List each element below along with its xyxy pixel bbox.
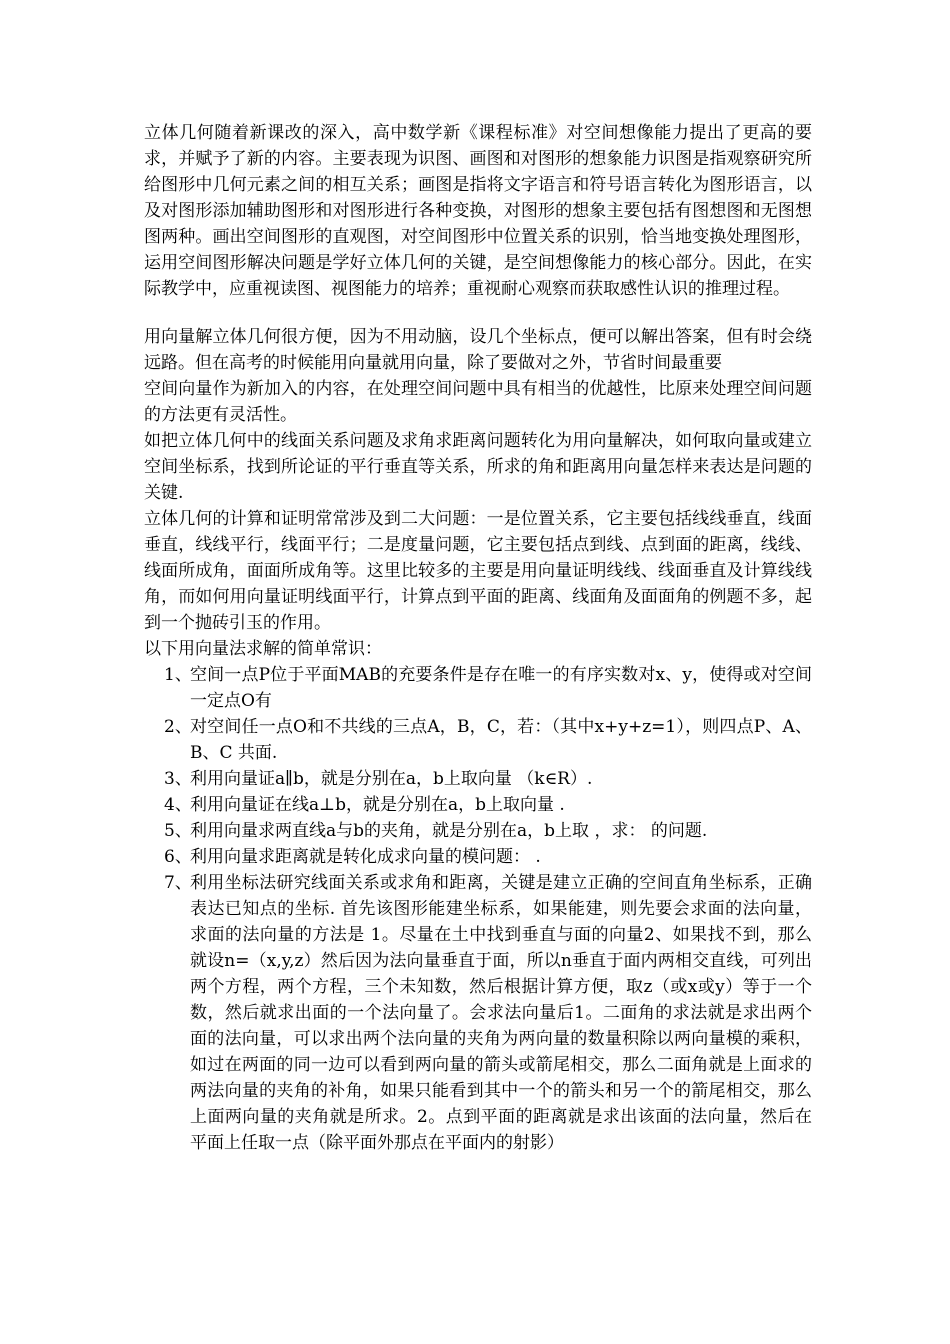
knowledge-list	[144, 662, 812, 1156]
document-body	[144, 120, 812, 1156]
list-item-number: 2、	[164, 717, 192, 737]
paragraph-two-problems: 立体几何的计算和证明常常涉及到二大问题：一是位置关系，它主要包括线线垂直，线面垂直，线线平行，线面平行；二是度量问题，它主要包括点到线、点到面的距离，线线、线面所成角，面面所成角等。这里比较多的主要是用向量证明线线、线面垂直及计算线线角，而如何用向量证明线面平行，计算点到平面的距离、线面角及面面角的例题不多，起到一个抛砖引玉的作用。	[144, 509, 812, 633]
list-item	[144, 792, 812, 818]
list-item-number: 1、	[164, 665, 192, 685]
list-item-number: 6、	[164, 847, 192, 867]
paragraph-line-plane: 如把立体几何中的线面关系问题及求角求距离问题转化为用向量解决，如何取向量或建立空间坐标系，找到所论证的平行垂直等关系，所求的角和距离用向量怎样来表达是问题的关键.	[144, 431, 812, 503]
paragraph-space-vector: 空间向量作为新加入的内容，在处理空间问题中具有相当的优越性，比原来处理空间问题的方法更有灵活性。	[144, 379, 812, 425]
paragraph-gap	[144, 302, 812, 324]
list-item	[144, 662, 812, 714]
list-item-text: 利用向量求两直线a与b的夹角，就是分别在a，b上取 ，求： 的问题.	[190, 821, 708, 841]
list-item-text: 利用向量证a∥b，就是分别在a，b上取向量 （k∈R）.	[190, 769, 593, 789]
list-item-text: 利用向量证在线a⊥b，就是分别在a，b上取向量 .	[190, 795, 565, 815]
paragraph-intro-geometry: 立体几何随着新课改的深入，高中数学新《课程标准》对空间想像能力提出了更高的要求，并赋予了新的内容。主要表现为识图、画图和对图形的想象能力识图是指观察研究所给图形中几何元素之间的相互关系；画图是指将文字语言和符号语言转化为图形语言，以及对图形添加辅助图形和对图形进行各种变换，对图形的想象主要包括有图想图和无图想图两种。画出空间图形的直观图，对空间图形中位置关系的识别，恰当地变换处理图形，运用空间图形解决问题是学好立体几何的关键，是空间想像能力的核心部分。因此，在实际教学中，应重视读图、视图能力的培养；重视耐心观察而获取感性认识的推理过程。	[144, 123, 812, 299]
list-item-number: 3、	[164, 769, 192, 789]
list-item-text: 空间一点P位于平面MAB的充要条件是存在唯一的有序实数对x、y，使得或对空间一定点O有	[190, 665, 812, 711]
list-item	[144, 766, 812, 792]
list-item-number: 4、	[164, 795, 192, 815]
list-item-text: 利用向量求距离就是转化成求向量的模问题： .	[190, 847, 541, 867]
list-item-text: 利用坐标法研究线面关系或求角和距离，关键是建立正确的空间直角坐标系，正确表达已知点的坐标. 首先该图形能建坐标系，如果能建，则先要会求面的法向量，求面的法向量的方法是 1。尽量在土中找到垂直与面的向量2、如果找不到，那么就设n=（x,y,z）然后因为法向量垂直于面，所以n垂直于面内两相交直线，可列出两个方程，两个方程，三个未知数，然后根据计算方便，取z（或x或y）等于一个数，然后就求出面的一个法向量了。会求法向量后1。二面角的求法就是求出两个面的法向量，可以求出两个法向量的夹角为两向量的数量积除以两向量模的乘积，如过在两面的同一边可以看到两向量的箭头或箭尾相交，那么二面角就是上面求的两法向量的夹角的补角，如果只能看到其中一个的箭头和另一个的箭尾相交，那么上面两向量的夹角就是所求。2。点到平面的距离就是求出该面的法向量，然后在平面上任取一点（除平面外那点在平面内的射影）	[190, 873, 812, 1153]
list-item	[144, 870, 812, 1156]
list-intro: 以下用向量法求解的简单常识：	[144, 639, 382, 659]
list-item	[144, 818, 812, 844]
list-item-text: 对空间任一点O和不共线的三点A，B，C，若：（其中x+y+z=1），则四点P、A、B、C 共面.	[190, 717, 812, 763]
list-item	[144, 714, 812, 766]
list-item	[144, 844, 812, 870]
list-item-number: 7、	[164, 873, 192, 893]
paragraph-vector-convenience: 用向量解立体几何很方便，因为不用动脑，设几个坐标点，便可以解出答案，但有时会绕远路。但在高考的时候能用向量就用向量，除了要做对之外，节省时间最重要	[144, 327, 812, 373]
list-item-number: 5、	[164, 821, 192, 841]
